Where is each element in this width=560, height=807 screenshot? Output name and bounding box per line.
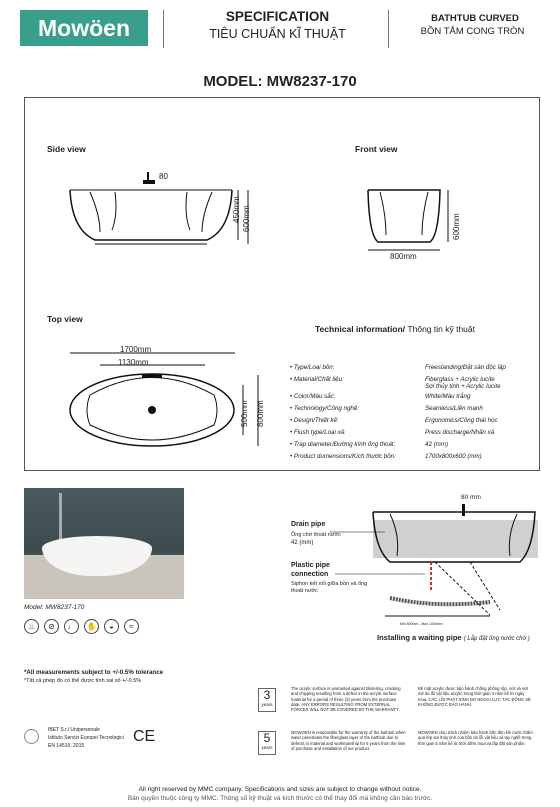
header-divider-left (163, 10, 164, 48)
front-dim-600: 600mm (452, 213, 461, 240)
tech-row (290, 391, 530, 403)
warranty-5-text-vi: MOWOEN chịu trách nhiệm bảo hành bồn tắm khi nước thấm qua lớp sợi thủy tinh của bồn do lỗi vật liệu và tay nghề trong thời gian 5 năm kể từ thời điểm mua và lắp đặt sản phẩm. (418, 730, 533, 746)
spec-title-vi: TIÊU CHUẨN KĨ THUẬT (209, 27, 346, 41)
install-dim-80 (461, 494, 481, 501)
product-photo (24, 488, 184, 599)
drain-pipe-size: 42 (mm) (291, 540, 314, 546)
ibet-seal-icon (24, 729, 39, 744)
connection-label: connection (291, 571, 329, 578)
plastic-pipe-label: Plastic pipe (291, 562, 330, 569)
bullet-icon: • (290, 441, 294, 448)
bath-icon: ♨ (24, 619, 39, 634)
drain-pipe-vi: Ống chờ thoát nước (291, 532, 341, 538)
cert-standard: EN 14516: 2015 (48, 743, 85, 749)
tech-value: Fiberglass + Acrylic lucite (425, 376, 495, 383)
tolerance-note: *All measurements subject to +/-0.5% tolerance (24, 669, 164, 676)
bullet-icon: • (290, 405, 294, 412)
front-dim-800: 800mm (390, 252, 417, 261)
feature-icons (24, 616, 144, 634)
install-dim-80-value: 80 (461, 494, 469, 501)
product-type: BATHTUB CURVED (431, 13, 519, 24)
tech-row (290, 439, 530, 451)
warranty-5-badge (258, 731, 276, 755)
tech-row (290, 403, 530, 415)
tech-value: 1700x800x600 (mm) (425, 453, 482, 460)
tech-value: Press discharge/Nhấn xả (425, 429, 495, 436)
tech-row (290, 374, 530, 386)
tech-title-en: Technical information/ (315, 324, 406, 334)
tech-key: Design/Thiết kế: (293, 417, 339, 424)
bullet-icon: • (290, 453, 294, 460)
tech-row (290, 427, 530, 439)
min-max-label: Min 500mm - Max 1000mm (400, 622, 443, 626)
spec-title: SPECIFICATION (225, 9, 330, 24)
warranty-3-badge (258, 688, 276, 712)
drain-pipe-label: Drain pipe (291, 521, 326, 528)
cert-name: IBET S.r.l Unipersonale (48, 727, 100, 733)
tech-value: White/Màu trắng (425, 393, 471, 400)
side-view-label: Side view (47, 144, 86, 154)
brand-logo: Mowöen (20, 10, 148, 46)
bullet-icon: • (290, 429, 294, 436)
tech-key: Product dumensions/Kích thước bồn: (293, 453, 396, 460)
tech-key: Technology/Công nghệ: (293, 405, 360, 412)
install-diagram (285, 490, 545, 630)
header-divider-right (388, 10, 389, 48)
tap-icon: ♩ (64, 619, 79, 634)
tech-key: Type/Loại bồn: (293, 364, 335, 371)
top-dim-1700: 1700mm (120, 345, 152, 354)
tech-row (290, 451, 530, 463)
no-brush-icon: ⊘ (44, 619, 59, 634)
bullet-icon: • (290, 417, 294, 424)
side-dim-450: 450mm (232, 196, 241, 223)
warranty-5-number: 5 (263, 731, 271, 745)
top-view-label: Top view (47, 314, 83, 324)
product-type-vi: BỒN TẮM CONG TRÒN (420, 26, 525, 37)
tech-row (290, 415, 530, 427)
tech-key: Trap diameter/Đường kính ống thoát: (293, 441, 396, 448)
tech-title (315, 324, 475, 334)
bullet-icon: • (290, 364, 294, 371)
hand-icon: ✋ (84, 619, 99, 634)
soap-icon: ◒ (104, 619, 119, 634)
warranty-5-text: MOWOEN is responsible for the warranty of the bathtub when water penetrates the fiberglass layer of the bathtub due to defects in material and workmanship for 5 years from the time of purchase and installation of our product. (291, 730, 406, 751)
tech-row (290, 362, 530, 374)
warranty-3-text: The acrylic surface is warranted against blistering, cracking and chipping resulting from a defect in the acrylic surface material for a period of three (3) years from the purchase date. ANY ERRORS RESULTING FROM EXTERNAL FORCES WILL NOT BE COVERED BY THE WARRANTY. (291, 686, 401, 713)
top-dim-500: 500mm (240, 400, 249, 427)
footer-rights-vi: Bản quyền thuộc công ty MMC. Thông số kỹ thuật và kích thước có thể thay đổi mà không cần báo trước. (127, 795, 433, 802)
tolerance-note-vi: *Tất cả phép đo có thể được tính sai số +/-0.5% (24, 678, 142, 684)
cert-institute: Istituto Servizi Europei Tecnologici (48, 735, 124, 741)
warranty-3-number: 3 (263, 688, 271, 702)
siphon-text: Siphon kết nối giữa bồn và ống thoát nước (291, 581, 368, 594)
warranty-5-years: years (261, 745, 273, 750)
tech-value: Seamless/Liền mạnh (425, 405, 483, 412)
side-dim-600: 600mm (242, 205, 251, 232)
cloth-icon: ≈ (124, 619, 139, 634)
install-caption (377, 633, 530, 642)
tech-value-vi: Sợi thủy tinh + Acrylic lucite (425, 383, 501, 390)
tech-value: Freestanding/Đặt sàn độc lập (425, 364, 506, 371)
tech-key: Material/Chất liệu: (293, 376, 344, 383)
tech-key: Color/Màu sắc: (293, 393, 336, 400)
bullet-icon: • (290, 393, 294, 400)
ce-mark: CE (133, 728, 156, 745)
install-caption-en: Installing a waiting pipe (377, 633, 462, 642)
tech-value: 42 (mm) (425, 441, 449, 448)
bullet-icon: • (290, 376, 294, 383)
install-caption-vi: ( Lắp đặt ống nước chờ ) (463, 636, 530, 642)
tech-title-vi: Thông tin kỹ thuật (407, 324, 475, 334)
top-dim-800: 800mm (256, 400, 265, 427)
top-dim-1130: 1130mm (118, 358, 149, 367)
install-dim-mm: mm (470, 494, 481, 501)
photo-caption: Model: MW8237-170 (24, 604, 85, 611)
front-view-label: Front view (355, 144, 398, 154)
side-dim-80: 80 (159, 172, 168, 181)
tech-value: Ergonomics/Công thái học (425, 417, 498, 424)
model-title: MODEL: MW8237-170 (203, 73, 357, 90)
warranty-3-years: years (261, 702, 273, 707)
warranty-3-text-vi: Bề mặt acrylic được bảo hành chống phồng rộp, nứt và sứt mẻ do lỗi vật liệu acrylic trong thời gian 3 năm kể từ ngày mua. CÁC LỖI PHÁT SINH DO NGOẠI LỰC TÁC ĐỘNG SẼ KHÔNG ĐƯỢC BẢO HÀNH. (418, 686, 531, 707)
side-view-drawing (60, 170, 260, 250)
footer-rights: All right reserved by MMC company. Specifications and sizes are subject to change without notice. (138, 786, 422, 793)
tech-table (290, 362, 530, 463)
tech-key: Flush type/Loại xả: (293, 429, 346, 436)
